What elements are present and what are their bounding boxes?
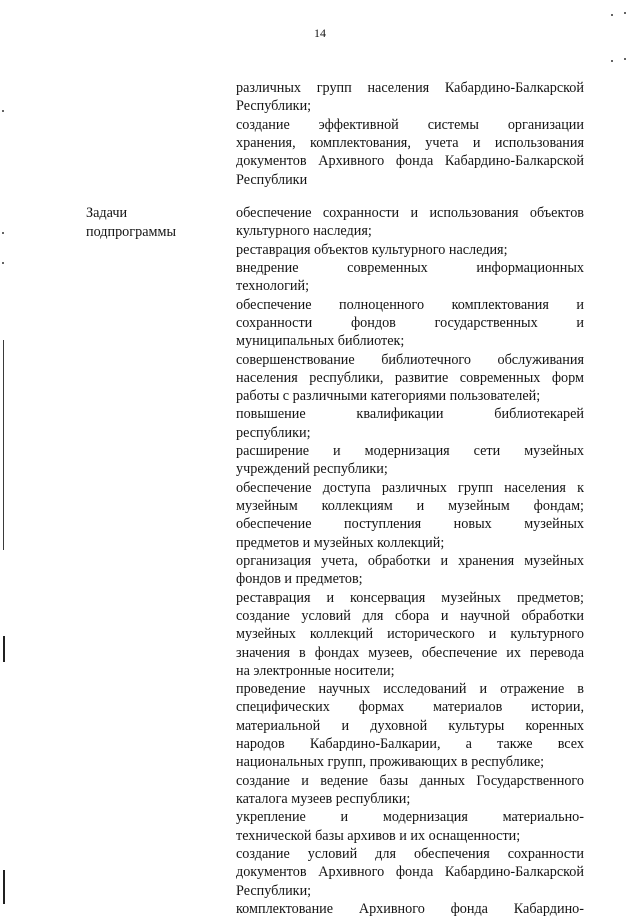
scan-artifact bbox=[624, 12, 626, 14]
task-text-line: фондов и предметов; bbox=[236, 571, 363, 588]
task-text-line: организация учета, обработки и хранения музейных bbox=[236, 552, 584, 569]
task-text-line: музейных коллекций исторического и культурного bbox=[236, 626, 584, 643]
task-text-line: укрепление и модернизация материально- bbox=[236, 809, 584, 826]
scan-artifact bbox=[611, 60, 613, 62]
page-number: 14 bbox=[314, 26, 326, 40]
task-text-line: обеспечение поступления новых музейных bbox=[236, 516, 584, 533]
tasks-row-label bbox=[86, 204, 216, 241]
task-text-line: повышение квалификации библиотекарей bbox=[236, 406, 584, 423]
label-line: подпрограммы bbox=[86, 223, 176, 240]
task-text-line: создание условий для сбора и научной обработки bbox=[236, 607, 584, 624]
label-line: Задачи bbox=[86, 205, 128, 221]
scan-artifact bbox=[3, 870, 5, 904]
text-line: создание эффективной системы организации bbox=[236, 116, 584, 133]
task-text-line: каталога музеев республики; bbox=[236, 791, 411, 807]
task-text-line: обеспечение полноценного комплектования и bbox=[236, 296, 584, 313]
task-text-line: Республики; bbox=[236, 882, 312, 899]
task-text-line: народов Кабардино-Балкарии, а также всех bbox=[236, 736, 584, 753]
task-text-line: комплектование Архивного фонда Кабардино- bbox=[236, 900, 584, 917]
text-line: Республики bbox=[236, 171, 308, 188]
task-text-line: материальной и духовной культуры коренных bbox=[236, 717, 584, 734]
previous-section-text bbox=[236, 79, 584, 189]
scan-artifact bbox=[2, 232, 4, 234]
task-text-line: реставрация объектов культурного наследия; bbox=[236, 241, 508, 258]
task-text-line: музейным коллекциям и музейным фондам; bbox=[236, 498, 584, 514]
scan-artifact bbox=[3, 340, 4, 550]
task-text-line: расширение и модернизация сети музейных bbox=[236, 443, 584, 460]
scan-artifact bbox=[611, 14, 613, 16]
task-text-line: специфических формах материалов истории, bbox=[236, 699, 584, 716]
task-text-line: документов Архивного фонда Кабардино-Балкарской bbox=[236, 864, 584, 881]
text-line: хранения, комплектования, учета и использования bbox=[236, 134, 584, 151]
task-text-line: работы с различными категориями пользователей; bbox=[236, 388, 541, 405]
scan-artifact bbox=[2, 110, 4, 112]
task-text-line: проведение научных исследований и отражение в bbox=[236, 681, 584, 698]
text-line: Республики; bbox=[236, 98, 312, 115]
scan-artifact bbox=[3, 636, 5, 662]
task-text-line: создание и ведение базы данных Государственного bbox=[236, 772, 584, 789]
task-text-line: республики; bbox=[236, 424, 311, 441]
task-text-line: внедрение современных информационных bbox=[236, 259, 584, 276]
text-line: документов Архивного фонда Кабардино-Балкарской bbox=[236, 153, 584, 170]
task-text-line: населения республики, развитие современных форм bbox=[236, 369, 584, 386]
task-text-line: технологий; bbox=[236, 278, 310, 295]
tasks-row-content bbox=[236, 204, 584, 918]
task-text-line: значения в фондах музеев, обеспечение их перевода bbox=[236, 644, 584, 661]
scan-artifact bbox=[624, 58, 626, 60]
task-text-line: обеспечение доступа различных групп населения к bbox=[236, 479, 584, 496]
task-text-line: технической базы архивов и их оснащенности; bbox=[236, 827, 521, 844]
task-text-line: на электронные носители; bbox=[236, 662, 395, 679]
text-line: различных групп населения Кабардино-Балкарской bbox=[236, 80, 584, 96]
task-text-line: создание условий для обеспечения сохранности bbox=[236, 845, 584, 862]
task-text-line: предметов и музейных коллекций; bbox=[236, 534, 445, 551]
task-text-line: обеспечение сохранности и использования объектов bbox=[236, 205, 584, 221]
task-text-line: реставрация и консервация музейных предметов; bbox=[236, 589, 584, 606]
task-text-line: муниципальных библиотек; bbox=[236, 333, 405, 350]
task-text-line: совершенствование библиотечного обслуживания bbox=[236, 351, 584, 368]
task-text-line: сохранности фондов государственных и bbox=[236, 314, 584, 331]
task-text-line: культурного наследия; bbox=[236, 223, 372, 240]
scan-artifact bbox=[2, 262, 4, 264]
task-text-line: учреждений республики; bbox=[236, 461, 388, 478]
task-text-line: национальных групп, проживающих в республике; bbox=[236, 754, 545, 771]
